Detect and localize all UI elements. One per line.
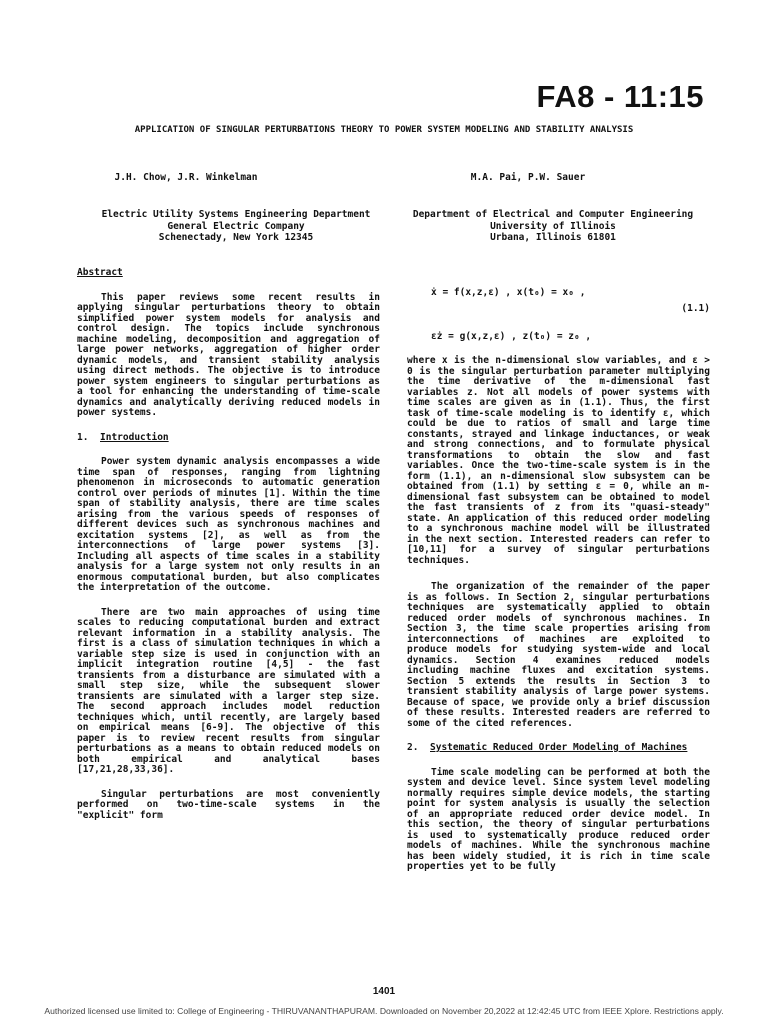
authors-left: J.H. Chow, J.R. Winkelman: [114, 172, 258, 183]
affiliation-left-line: Electric Utility Systems Engineering Department: [101, 209, 371, 220]
affiliation-left-line: Schenectady, New York 12345: [158, 232, 314, 243]
license-footer: Authorized licensed use limited to: College of Engineering - THIRUVANANTHAPURAM. Downloaded on November 20,2022 at 12:42:45 UTC from IEEE Xplore. Restrictions apply.: [44, 1006, 724, 1016]
affiliation-right-line: Department of Electrical and Computer Engineering: [412, 209, 694, 220]
equation-fast: εż = g(x,z,ε) , z(t₀) = z₀ ,: [431, 331, 592, 342]
section-number: 1.: [77, 431, 89, 443]
paragraph: Singular perturbations are most conveniently performed on two-time-scale systems in the "explicit" form: [77, 788, 380, 821]
paragraph: where x is the n-dimensional slow variables, and ε > 0 is the singular perturbation parameter multiplying the time derivative of the m-dimensional fast variables z. Not all models of power systems with time scales are given as in (1.1). Thus, the first task of time-scale modeling is to identify ε, which could be due to ratios of small and large time constants, strayed and linkage inductances, or weak and strong connections, and to formulate physical transformations to obtain the slow and fast variables. Once the two-time-scale system is in the form (1.1), an n-dimensional slow subsystem can be obtained from (1.1) by setting ε = 0, while an m-dimensional fast subsystem can be obtained to model the fast transients of z from its "quasi-steady" state. An application of this reduced order modeling to a synchronous machine model will be illustrated in the next section. Interested readers can refer to [10,11] for a survey of singular perturbations techniques.: [407, 355, 710, 566]
affiliation-right: [403, 209, 703, 244]
abstract-heading: Abstract: [77, 267, 123, 278]
paragraph: Power system dynamic analysis encompasses a wide time span of responses, ranging from lightning phenomenon in microseconds to automatic generation control over periods of minutes [1]. Within the time span of stability analysis, there are time scales arising from the various speeds of responses of different devices such as synchronous machines and excitation systems [2], as well as from the interconnections of large power systems [3]. Including all aspects of time scales in a stability analysis for a large system not only results in an enormous computational burden, but also complicates the interpretation of the outcome.: [77, 456, 380, 593]
right-column: [407, 270, 710, 873]
section-2-heading: [407, 743, 710, 754]
equation-block: [407, 270, 710, 348]
affiliation-left-line: General Electric Company: [167, 220, 305, 232]
section-number: 2.: [407, 742, 419, 753]
equation-number: (1.1): [681, 303, 710, 314]
paragraph: The organization of the remainder of the paper is as follows. In Section 2, singular perturbations techniques are systematically applied to obtain reduced order models of synchronous machines. In Section 3, the time scale properties arising from interconnections of machines are exploited to produce models for studying system-wide and local dynamics. Section 4 examines reduced models including machine fluxes and excitation systems. Section 5 extends the results in Section 3 to transient stability analysis of large power systems. Because of space, we provide only a brief discussion of these results. Interested readers are referred to some of the cited references.: [407, 581, 710, 729]
paragraph: There are two main approaches of using time scales to reducing computational burden and extract relevant information in a stability analysis. The first is a class of simulation techniques in which a variable step size is used in conjunction with an implicit integration routine [4,5] - the fast transients from a disturbance are simulated with a small step size, while the subsequent slower transients are simulated with a larger step size. The second approach includes model reduction techniques which, until recently, are largely based on empirical means [6-9]. The objective of this paper is to review recent results from singular perturbations as a means to obtain reduced models on both empirical and analytical bases [17,21,28,33,36].: [77, 606, 380, 775]
equation-slow: ẋ = f(x,z,ε) , x(t₀) = x₀ ,: [431, 287, 586, 298]
left-column: [77, 268, 380, 821]
page-number: 1401: [372, 986, 396, 997]
affiliation-left: [96, 209, 376, 244]
section-title: Systematic Reduced Order Modeling of Machines: [430, 742, 688, 753]
section-1-heading: [77, 433, 380, 444]
paragraph: Time scale modeling can be performed at both the system and device level. Since system level modeling normally requires simple device models, the starting point for system analysis is usually the selection of an appropriate reduced order device model. In this section, the theory of singular perturbations is used to systematically produce reduced order models of machines. While the synchronous machine has been widely studied, it is rich in time scale properties yet to be fully: [407, 766, 710, 872]
affiliation-right-line: University of Illinois: [490, 220, 616, 232]
abstract-text: This paper reviews some recent results in applying singular perturbations theory to obtain simplified power system models for analysis and control design. The topics include synchronous machine modeling, decomposition and aggregation of large power networks, aggregation of higher order dynamic models, and transient stability analysis using direct methods. The objective is to introduce power system engineers to singular perturbations as a tool for enhancing the understanding of time-scale dynamics and analytically deriving reduced models in power systems.: [77, 291, 380, 418]
authors-right: M.A. Pai, P.W. Sauer: [470, 172, 586, 183]
paper-title: APPLICATION OF SINGULAR PERTURBATIONS THEORY TO POWER SYSTEM MODELING AND STABILITY ANALYSIS: [134, 125, 634, 135]
affiliation-right-line: Urbana, Illinois 61801: [490, 232, 616, 243]
section-title: Introduction: [100, 431, 169, 443]
session-id: FA8 - 11:15: [536, 79, 704, 114]
